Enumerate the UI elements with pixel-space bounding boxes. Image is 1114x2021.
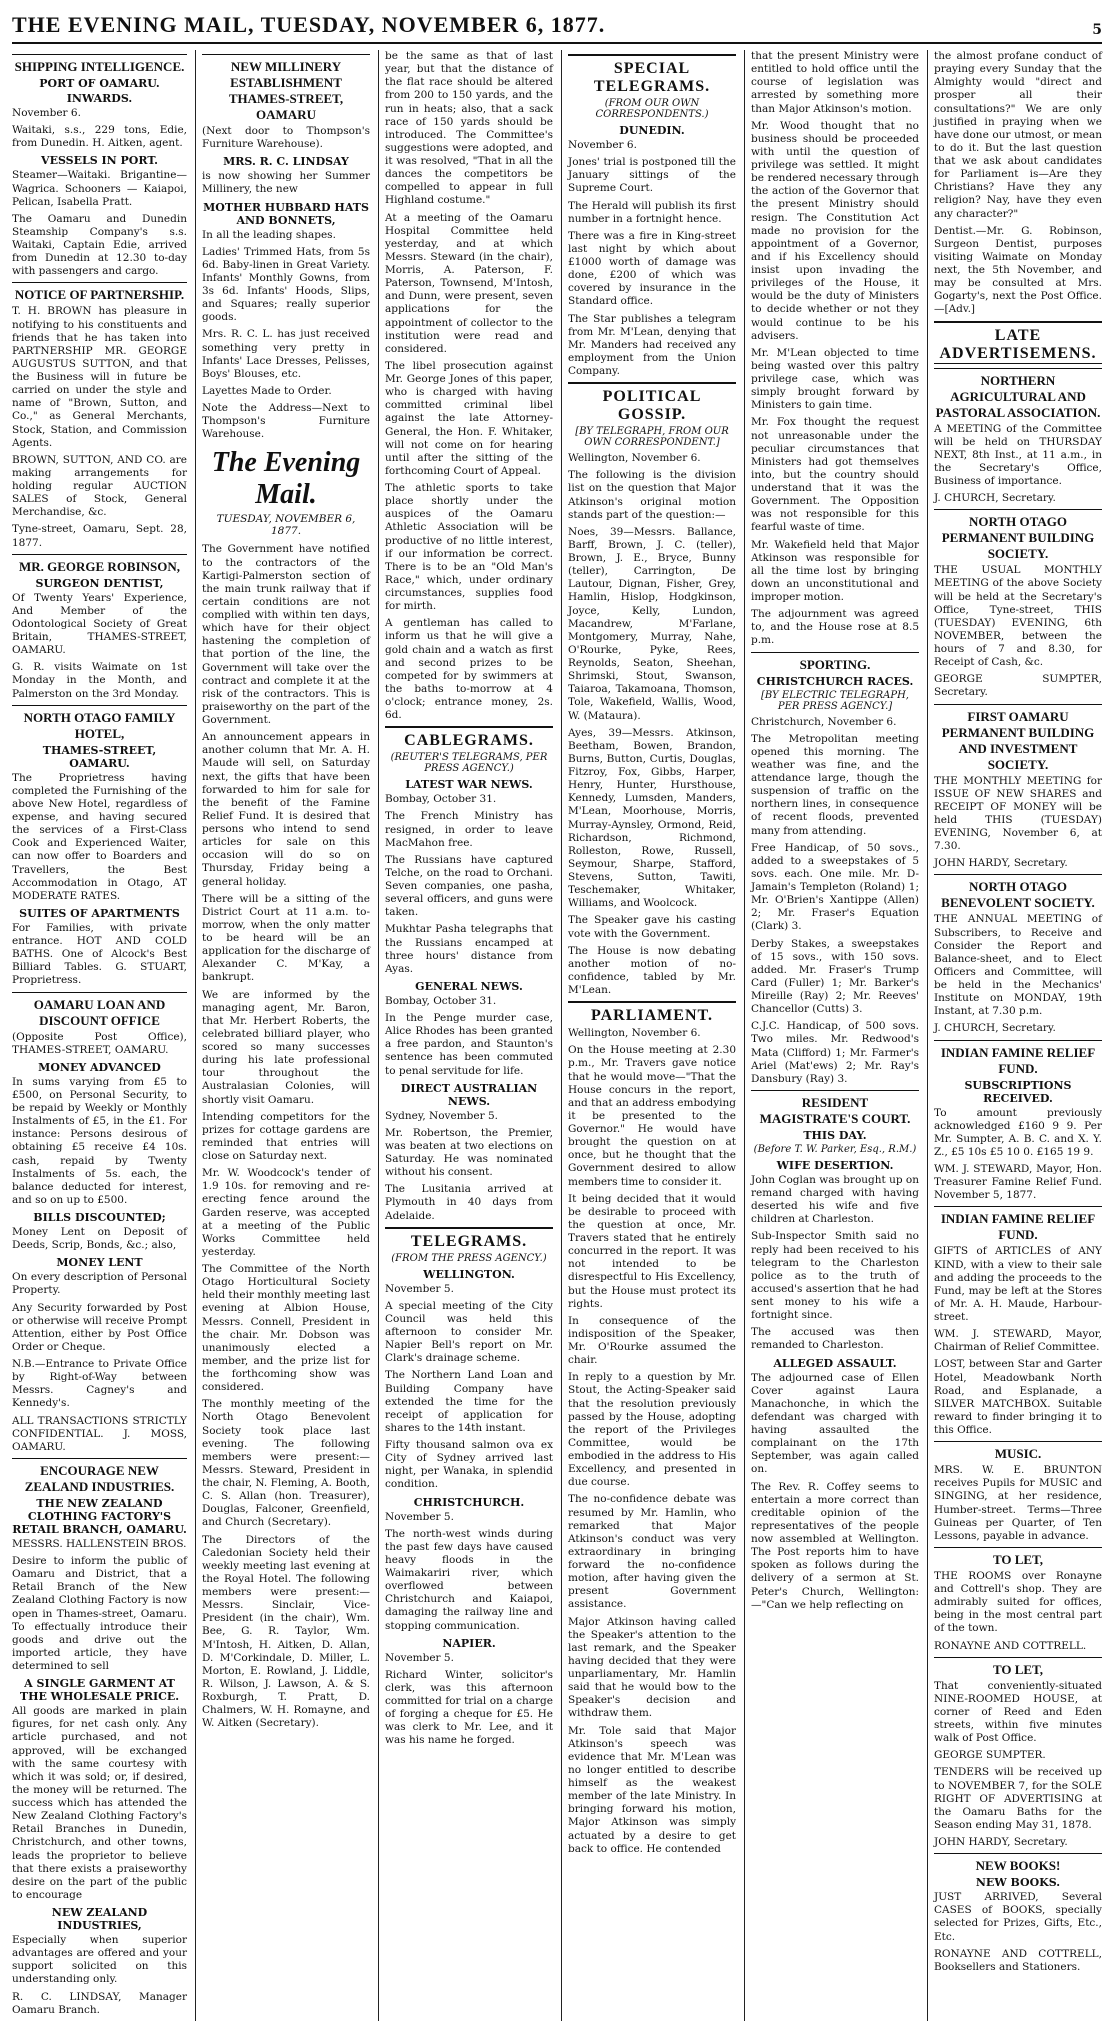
section-heading: LATE ADVERTISEMENS. <box>934 321 1102 364</box>
subheading: VESSELS IN PORT. <box>41 154 158 168</box>
paragraph: Any Security forwarded by Post or otherwise will receive Prompt Attention, either by Post Office Order or Cheque. <box>12 1301 187 1353</box>
paragraph: A MEETING of the Committee will be held on THURSDAY NEXT, 8th Inst., at 11 a.m., in the Secretary's Office, Business of importance. <box>934 422 1102 487</box>
paragraph: At a meeting of the Oamaru Hospital Committee held yesterday, and at which Messrs. Steward (in the chair), Morris, A. Paterson, F. Paterson, Townsend, M'Intosh, and Dunn, were present, seven applications for the appointment of collector to the institution were read and considered. <box>385 211 553 355</box>
paragraph: November 5. <box>385 1651 454 1664</box>
paragraph: (Opposite Post Office), THAMES-STREET, OAMARU. <box>12 1030 187 1056</box>
paragraph: (Next door to Thompson's Furniture Warehouse). <box>202 125 370 151</box>
paragraph: Richard Winter, solicitor's clerk, was this afternoon committed for trial on a charge of forging a cheque for £5. He was clerk to Mr. Lee, and it was his name he forged. <box>385 1668 553 1747</box>
paragraph: Mr. Wakefield held that Major Atkinson was responsible for all the time lost by bringing down an unconstitutional and improper motion. <box>751 538 919 603</box>
subheading: [BY ELECTRIC TELEGRAPH, PER PRESS AGENCY.] <box>760 689 909 712</box>
subheading: GENERAL NEWS. <box>415 979 523 993</box>
paragraph: GIFTS of ARTICLES of ANY KIND, with a view to their sale and adding the proceeds to the Fund, may be left at the Stores of Mr. A. H. Maude, Harbour-street. <box>934 1245 1102 1323</box>
section-heading: SPORTING. <box>751 652 919 673</box>
subheading: SUITES OF APARTMENTS <box>19 906 180 920</box>
paragraph: The Government have notified to the contractors of the Kartigi-Palmerston section of the main trunk railway that if certain conditions are not complied with within ten days, which have for their object hastening the completion of that portion of the line, the Government will take over the contract and complete it at the risk of the contractors. This is praiseworthy on the part of the Government. <box>202 543 370 726</box>
paragraph: Desire to inform the public of Oamaru and District, that a Retail Branch of the New Zealand Clothing Factory is now open in Thames-street, Oamaru. To effectually introduce their goods and drive out the imported article, they have determined to sell <box>12 1555 187 1672</box>
subheading: THAMES-STREET, OAMARU. <box>42 743 157 770</box>
subheading: SURGEON DENTIST, <box>35 576 164 590</box>
paragraph: All goods are marked in plain figures, for net cash only. Any article purchased, and not approved, will be exchanged with the same courtesy with which it was sold; or, if desired, the money will be returned. The success which has attended the New Zealand Clothing Factory's Retail Branches in Dunedin, Christchurch, and other towns, leads the proprietor to believe that there exists a praiseworthy desire on the part of the public to encourage <box>12 1705 187 1901</box>
paragraph: Major Atkinson having called the Speaker's attention to the last remark, and the Speaker having decided that they were unparliamentary, Mr. Hamlin said that he would bow to the Speaker's decision and withdraw them. <box>568 1615 736 1720</box>
section-heading: NORTH OTAGO PERMANENT BUILDING SOCIETY. <box>934 509 1102 562</box>
paragraph: In the Penge murder case, Alice Rhodes has been granted a free pardon, and Staunton's sentence has been commuted to penal servitude for life. <box>385 1012 553 1077</box>
column-3 <box>378 50 553 2021</box>
subheading: BILLS DISCOUNTED; <box>33 1211 166 1224</box>
paragraph: R. C. LINDSAY, Manager Oamaru Branch. <box>12 1990 187 2016</box>
page-number: 5 <box>1092 22 1102 38</box>
paragraph: The accused was then remanded to Charleston. <box>751 1326 919 1352</box>
paragraph: A gentleman has called to inform us that he will give a gold chain and a watch as first and second prizes to be competed for by swimmers at the baths to-morrow at 4 o'clock; entrance money, 2s. 6d. <box>385 617 553 722</box>
subheading: [BY TELEGRAPH, FROM OUR OWN CORRESPONDENT.] <box>575 426 729 449</box>
paragraph: THE USUAL MONTHLY MEETING of the above Society will be held at the Secretary's Office, Tyne-street, THIS (TUESDAY) EVENING, 6th NOVEMBER, between the hours of 7 and 8.30, for Receipt of Cash, &c. <box>934 564 1102 669</box>
paragraph: Steamer—Waitaki. Brigantine—Wagrica. Schooners — Kaiapoi, Pelican, Isabella Pratt. <box>12 169 187 208</box>
paragraph: There will be a sitting of the District Court at 11 a.m. to-morrow, when the only matter to be heard will be an application for the discharge of Alexander C. M'Kay, a bankrupt. <box>202 892 370 984</box>
paragraph: The no-confidence debate was resumed by Mr. Hamlin, who remarked that Major Atkinson's conduct was very extraordinary in bringing forward the no-confidence motion, after having given the present Government assistance. <box>568 1493 736 1611</box>
paragraph: JOHN HARDY, Secretary. <box>934 1836 1068 1848</box>
paragraph: The Rev. R. Coffey seems to entertain a more correct than creditable opinion of the representatives of the people now assembled at Wellington. The Post reports him to have spoken as follows during the delivery of a sermon at St. Peter's Church, Wellington:—"Can we help reflecting on <box>751 1480 919 1611</box>
paragraph: Wellington, November 6. <box>568 452 701 465</box>
paragraph: Derby Stakes, a sweepstakes of 15 sovs., with 150 sovs. added. Mr. Fraser's Trump Card (Fuller) 1; Mr. Barker's Mireille (Ray) 2; Mr. Reeves' Chancellor (Cutts) 3. <box>751 937 919 1016</box>
paragraph: TENDERS will be received up to NOVEMBER 7, for the SOLE RIGHT OF ADVERTISING at the Oamaru Baths for the Season ending May 31, 1878. <box>934 1766 1102 1831</box>
paragraph: That conveniently-situated NINE-ROOMED HOUSE, at corner of Reed and Eden streets, within five minutes walk of Post Office. <box>934 1679 1102 1745</box>
section-heading: OAMARU LOAN AND DISCOUNT OFFICE <box>12 992 187 1029</box>
paragraph: that the present Ministry were entitled to hold office until the course of legislation was arrested by something more than Major Atkinson's motion. <box>751 50 919 115</box>
paragraph: The Northern Land Loan and Building Company have extended the time for the receipt of application for shares to the 14th instant. <box>385 1369 553 1434</box>
paragraph: WM. J. STEWARD, Mayor, Chairman of Relief Committee. <box>934 1328 1102 1354</box>
paragraph: Intending competitors for the prizes for cottage gardens are reminded that entries will close on Saturday next. <box>202 1110 370 1162</box>
paragraph: The Herald will publish its first number in a fortnight hence. <box>568 199 736 225</box>
paragraph: LOST, between Star and Garter Hotel, Meadowbank North Road, and Esplanade, a SILVER MATCHBOX. Suitable reward to finder bringing it to this Office. <box>934 1358 1102 1436</box>
paragraph: Mr. W. Woodcock's tender of 1.9 10s. for removing and re-erecting fence around the Garden reserve, was accepted at a meeting of the Public Works Committee held yesterday. <box>202 1167 370 1258</box>
paragraph: is now showing her Summer Millinery, the new <box>202 170 370 196</box>
section-heading: RESIDENT MAGISTRATE'S COURT. <box>751 1090 919 1127</box>
paragraph: November 6. <box>568 139 637 151</box>
section-heading: NORTH OTAGO FAMILY HOTEL, <box>12 705 187 742</box>
column-1 <box>12 50 187 2021</box>
section-heading: NEW MILLINERY ESTABLISHMENT THAMES-STREET, OAMARU <box>202 54 370 123</box>
subheading: NEW BOOKS. <box>975 1876 1061 1890</box>
paragraph: J. CHURCH, Secretary. <box>934 492 1056 505</box>
paragraph: Noes, 39—Messrs. Ballance, Barff, Brown, J. C. (teller), Brown, J. E., Bryce, Bunny (teller), Carrington, De Lautour, Dignan, Fisher, Grey, Hamlin, Hislop, Hodgkinson, Joyce, Kelly, Lundon, Macandrew, M'Farlane, Montgomery, Murray, Nahe, O'Rourke, Pyke, Rees, Reynolds, Seaton, Sheehan, Shrimski, Stout, Swanson, Taiaroa, Takamoana, Thomson, Tole, Wakefield, Wallis, Wood, W. (Mataura). <box>568 525 736 722</box>
paragraph: C.J.C. Handicap, of 500 sovs. Two miles. Mr. Redwood's Mata (Clifford) 1; Mr. Farmer's Ariel (Mat'ews) 2; Mr. Ray's Dansbury (Ray) 3. <box>751 1020 919 1085</box>
paragraph: THE ANNUAL MEETING of Subscribers, to Receive and Consider the Report and Balance-sheet, and to Elect Officers and Committee, will be held in the Mechanics' Institute on MONDAY, 19th Instant, at 7.30 p.m. <box>934 913 1102 1018</box>
section-heading: MUSIC. <box>934 1441 1102 1462</box>
section-heading: SPECIAL TELEGRAMS. <box>568 54 736 96</box>
subheading: THIS DAY. <box>803 1128 867 1142</box>
subheading: PORT OF OAMARU. <box>39 77 160 90</box>
paragraph: Sub-Inspector Smith said no reply had been received to his telegram to the Charleston police as to the truth of accused's assertion that he had sent money to his wife a fortnight since. <box>751 1230 919 1322</box>
paragraph: THE ROOMS over Ronayne and Cottrell's shop. They are admirably suited for offices, being in the most central part of the town. <box>934 1569 1102 1635</box>
paragraph: The House is now debating another motion of no-confidence, tabled by Mr. M'Lean. <box>568 944 736 996</box>
paragraph: Mr. Wood thought that no business should be proceeded with until the question of privilege was settled. It might be rendered necessary through the action of the Governor that the present Ministry should resign. The Constitution Act made no provision for the appointment of a Governor, and if his Excellency should insist upon invading the privileges of the House, it would be the duty of Ministers to decide whether or not they would continue to be his advisers. <box>751 119 919 342</box>
paragraph: The Oamaru and Dunedin Steamship Company's s.s. Waitaki, Captain Edie, arrived from Dunedin at 12.30 to-day with passengers and cargo. <box>12 212 187 278</box>
section-heading: PARLIAMENT. <box>568 1001 736 1025</box>
paragraph: Christchurch, November 6. <box>751 715 897 728</box>
subheading: NEW ZEALAND INDUSTRIES, <box>51 1906 148 1932</box>
paragraph: G. R. visits Waimate on 1st Monday in the Month, and Palmerston on the 3rd Monday. <box>12 661 187 700</box>
subheading: THE NEW ZEALAND CLOTHING FACTORY'S RETAIL BRANCH, OAMARU. <box>12 1496 187 1536</box>
paragraph: Mr. M'Lean objected to time being wasted over this paltry privilege case, which was simply brought forward by Ministers to gain time. <box>751 346 919 412</box>
paragraph: WM. J. STEWARD, Mayor, Hon. Treasurer Famine Relief Fund. November 5, 1877. <box>934 1163 1102 1202</box>
paragraph: A special meeting of the City Council was held this afternoon to consider Mr. Napier Bell's report on Mr. Clark's drainage scheme. <box>385 1299 553 1365</box>
paragraph: Wellington, November 6. <box>568 1027 701 1040</box>
paragraph: The Lusitania arrived at Plymouth in 40 days from Adelaide. <box>385 1183 553 1222</box>
section-heading: NORTH OTAGO BENEVOLENT SOCIETY. <box>934 874 1102 911</box>
paragraph: Ayes, 39—Messrs. Atkinson, Beetham, Bowen, Brandon, Burns, Button, Curtis, Douglas, Fitzroy, Fox, Gibbs, Harper, Henry, Hunter, Hursthouse, Kennedy, Lumsden, Manders, M'Lean, Moorhouse, Morris, Murray-Aynsley, Ormond, Reid, Richardson, Richmond, Rolleston, Rowe, Russell, Seymour, Sharpe, Stafford, Stevens, Sutton, Tawiti, Teschemaker, Whitaker, Williams, and Woolcock. <box>568 726 736 910</box>
paragraph: ALL TRANSACTIONS STRICTLY CONFIDENTIAL. J. MOSS, OAMARU. <box>12 1414 187 1453</box>
subheading: MONEY ADVANCED <box>38 1060 161 1074</box>
paragraph: Mr. Fox thought the request not unreasonable under the peculiar circumstances that Ministers had got themselves into, but the country should understand that it was the Government. The Opposition was not responsible for this fearful waste of time. <box>751 416 919 534</box>
section-heading: TO LET, <box>934 1657 1102 1678</box>
subheading: DUNEDIN. <box>619 124 685 137</box>
paragraph: An announcement appears in another column that Mr. A. H. Maude will sell, on Saturday next, the gifts that have been forwarded to him for sale for the benefit of the Famine Relief Fund. It is desired that persons who intend to send articles for sale on this occasion will do so on Thursday, Friday being a general holiday. <box>202 731 370 888</box>
paragraph: The Directors of the Caledonian Society held their weekly meeting last evening at the Royal Hotel. The following members were present:—Messrs. Sinclair, Vice-President (in the chair), Wm. Bee, G. R. Taylor, Wm. M'Intosh, H. Aitken, D. Allan, D. M'Corkindale, D. Miller, L. Morton, E. Rowland, J. Liddle, R. Wilson, J. Lawson, A. & S. Roxburgh, T. Pratt, D. Chalmers, W. H. Romayne, and W. Aitken (Secretary). <box>202 1533 370 1730</box>
paragraph: MESSRS. HALLENSTEIN BROS. <box>12 1537 187 1550</box>
paragraph: Bombay, October 31. <box>385 994 497 1007</box>
paragraph: T. H. BROWN has pleasure in notifying to his constituents and friends that he has taken into PARTNERSHIP MR. GEORGE AUGUSTUS SUTTON, and that the Business will in future be carried on under the style and name of "Brown, Sutton, and Co.," as General Merchants, Stock, Station, and Commission Agents. <box>12 305 187 449</box>
paragraph: Ladies' Trimmed Hats, from 5s 6d. Baby-linen in Great Variety. Infants' Monthly Gowns, from 3s 6d. Infants' Hoods, Slips, and Squares; really superior goods. <box>202 245 370 324</box>
subheading: MONEY LENT <box>56 1256 143 1270</box>
paragraph: the almost profane conduct of praying every Sunday that the Almighty would "direct and prosper all their consultations?" We are only justified in praying when we have done our utmost, or mean to do it. But the last question that we ask about candidates for Parliament is—Are they Christians? Have they any religion? Nay, have they even any character?" <box>934 50 1102 220</box>
paragraph: To amount previously acknowledged £160 9 9. Per Mr. Sumpter, A. B. C. and X. Y. Z., £5 10s £5 10 0. £165 19 9. <box>934 1106 1102 1158</box>
subheading: CHRISTCHURCH RACES. <box>756 674 914 688</box>
paragraph: Mukhtar Pasha telegraphs that the Russians encamped at three hours' distance from Ayas. <box>385 923 553 975</box>
paragraph: be the same as that of last year, but that the distance of the flat race should be altered from 200 to 150 yards, and the run in heats; also, that a sack race of 150 yards should be introduced. The Committee's suggestions were adopted, and it was resolved, "That in all the dances the competitors be compelled to appear in full Highland costume." <box>385 50 553 207</box>
columns <box>12 50 1102 2016</box>
dateline: TUESDAY, NOVEMBER 6, 1877. <box>216 513 356 538</box>
subheading: A SINGLE GARMENT AT THE WHOLESALE PRICE. <box>19 1677 180 1704</box>
subheading: DIRECT AUSTRALIAN NEWS. <box>400 1081 538 1108</box>
paragraph: In reply to a question by Mr. Stout, the Acting-Speaker said that the resolution previously passed by the House, adopting the report of the Privileges Committee, would be embodied in the address to His Excellency, and presented in due course. <box>568 1371 736 1489</box>
subheading: INWARDS. <box>66 92 133 105</box>
paragraph: RONAYNE AND COTTRELL. <box>934 1639 1087 1652</box>
paragraph: The following is the division list on the question that Major Atkinson's original motion stands part of the question:— <box>568 469 736 521</box>
paragraph: In consequence of the indisposition of the Speaker, Mr. O'Rourke assumed the chair. <box>568 1314 736 1367</box>
paragraph: Note the Address—Next to Thompson's Furniture Warehouse. <box>202 402 370 441</box>
subheading: LATEST WAR NEWS. <box>405 778 533 792</box>
section-heading: TO LET, <box>934 1547 1102 1568</box>
section-heading: MR. GEORGE ROBINSON, <box>12 554 187 575</box>
paragraph: The monthly meeting of the North Otago Benevolent Society took place last evening. The following members were present:— Messrs. Steward, President in the chair, N. Fleming, A. Booth, C. S. Allan (hon. Treasurer), Douglas, Falconer, Greenfield, and Church (Secretary). <box>202 1398 370 1529</box>
subheading: (Before T. W. Parker, Esq., R.M.) <box>753 1143 917 1155</box>
paragraph: Money Lent on Deposit of Deeds, Scrip, Bonds, &c.; also, <box>12 1226 187 1252</box>
subheading: MOTHER HUBBARD HATS AND BONNETS, <box>203 200 369 227</box>
paragraph: Layettes Made to Order. <box>202 384 332 397</box>
section-heading: SHIPPING INTELLIGENCE. <box>12 54 187 75</box>
paragraph: The French Ministry has resigned, in order to leave MacMahon free. <box>385 810 553 849</box>
paper-title: The Evening Mail. <box>211 447 361 511</box>
paragraph: There was a fire in King-street last night by which about £1000 worth of damage was done, £200 of which was covered by insurance in the Standard office. <box>568 229 736 308</box>
paragraph: In all the leading shapes. <box>202 228 336 241</box>
paragraph: Especially when superior advantages are offered and your support solicited on this understanding only. <box>12 1934 187 1986</box>
subheading: WIFE DESERTION. <box>776 1158 894 1172</box>
paragraph: J. CHURCH, Secretary. <box>934 1022 1056 1035</box>
masthead <box>12 10 1102 44</box>
paragraph: N.B.—Entrance to Private Office by Right-of-Way between Messrs. Cagney's and Kennedy's. <box>12 1358 187 1410</box>
paragraph: John Coglan was brought up on remand charged with having deserted his wife and five children at Charleston. <box>751 1173 919 1226</box>
paragraph: Waitaki, s.s., 229 tons, Edie, from Dunedin. H. Aitken, agent. <box>12 124 187 150</box>
masthead-title: THE EVENING MAIL, TUESDAY, NOVEMBER 6, 1877. <box>12 12 606 37</box>
paragraph: Tyne-street, Oamaru, Sept. 28, 1877. <box>12 523 187 549</box>
paragraph: The adjourned case of Ellen Cover against Laura Manachonche, in which the defendant was charged with having assaulted the complainant on the 17th September, was again called on. <box>751 1371 919 1476</box>
column-6 <box>927 50 1102 2021</box>
section-heading: POLITICAL GOSSIP. <box>568 382 736 424</box>
subheading: (FROM THE PRESS AGENCY.) <box>391 1252 547 1264</box>
paragraph: In sums varying from £5 to £500, on Personal Security, to be repaid by Weekly or Monthly Instalments of £5, in the £1. For instance: Persons desirous of obtaining £5 receive £4 10s. cash, repaid by Twenty Instalments of 5s. each, the balance deducted for interest, and so on up to £500. <box>12 1075 187 1206</box>
subheading: (REUTER'S TELEGRAMS, PER PRESS AGENCY.) <box>390 752 548 775</box>
subheading: SUBSCRIPTIONS RECEIVED. <box>964 1078 1072 1105</box>
paragraph: On every description of Personal Property. <box>12 1271 187 1297</box>
paragraph: Dentist.—Mr. G. Robinson, Surgeon Dentist, purposes visiting Waimate on Monday next, the 5th November, and may be consulted at Mrs. Gogarty's, next the Post Office.—[Adv.] <box>934 224 1102 316</box>
paragraph: MRS. W. E. BRUNTON receives Pupils for MUSIC and SINGING, at her residence, Humber-street. Terms—Three Guineas per Quarter, of Ten Lessons, payable in advance. <box>934 1464 1102 1542</box>
paragraph: Sydney, November 5. <box>385 1109 498 1122</box>
subheading: MRS. R. C. LINDSAY <box>223 155 349 169</box>
paragraph: The Proprietress having completed the Furnishing of the above New Hotel, regardless of expense, and having secured the services of a First-Class Cook and Experienced Waiter, can now offer to Boarders and Travellers, the Best Accommodation in Otago, AT MODERATE RATES. <box>12 771 187 902</box>
paragraph: The Speaker gave his casting vote with the Government. <box>568 914 736 940</box>
paragraph: THE MONTHLY MEETING for ISSUE OF NEW SHARES and RECEIPT OF MONEY will be held THIS (TUESDAY) EVENING, November 6, at 7.30. <box>934 774 1102 853</box>
paragraph: BROWN, SUTTON, AND CO. are making arrangements for holding regular AUCTION SALES of Stock, General Merchandise, &c. <box>12 453 187 519</box>
paragraph: November 6. <box>12 107 81 119</box>
section-heading: INDIAN FAMINE RELIEF FUND. <box>934 1040 1102 1077</box>
paragraph: The Russians have captured Telche, on the road to Orchani. Seven companies, one pasha, several officers, and guns were taken. <box>385 853 553 919</box>
paragraph: We are informed by the managing agent, Mr. Baron, that Mr. Herbert Roberts, the celebrated billiard player, who scored so many successes during his late professional tour throughout the Australasian Colonies, will shortly visit Oamaru. <box>202 988 370 1106</box>
paragraph: The libel prosecution against Mr. George Jones of this paper, who is charged with having committed criminal libel against the late Attorney-General, the Hon. F. Whitaker, will not come on for hearing until after the sitting of the forthcoming Court of Appeal. <box>385 359 553 477</box>
paragraph: GEORGE SUMPTER, Secretary. <box>934 673 1102 699</box>
section-heading: ENCOURAGE NEW ZEALAND INDUSTRIES. <box>12 1458 187 1495</box>
section-heading: CABLEGRAMS. <box>385 726 553 750</box>
paragraph: November 5. <box>385 1510 454 1523</box>
paragraph: Bombay, October 31. <box>385 793 497 806</box>
paragraph: November 5. <box>385 1282 454 1295</box>
section-heading: INDIAN FAMINE RELIEF FUND. <box>934 1206 1102 1243</box>
paragraph: The Star publishes a telegram from Mr. M'Lean, denying that Mr. Manders had received any employment from the Union Company. <box>568 312 736 377</box>
paragraph: Mr. Tole said that Major Atkinson's speech was evidence that Mr. M'Lean was no longer entitled to describe himself as the weakest member of the late Ministry. In bringing forward his motion, Major Atkinson was simply actuated by a desire to get back to office. He contended <box>568 1724 736 1855</box>
column-5 <box>744 50 919 2021</box>
paragraph: Jones' trial is postponed till the January sittings of the Supreme Court. <box>568 156 736 195</box>
section-heading: NEW BOOKS! <box>934 1853 1102 1874</box>
paragraph: The Metropolitan meeting opened this morning. The weather was fine, and the attendance large, though the suspension of traffic on the northern lines, in consequence of recent floods, prevented many from attending. <box>751 732 919 837</box>
section-heading: NORTHERN AGRICULTURAL AND PASTORAL ASSOCIATION. <box>934 368 1102 421</box>
paragraph: Free Handicap, of 50 sovs., added to a sweepstakes of 5 sovs. each. One mile. Mr. D-Jamain's Templeton (Roland) 1; Mr. O'Brien's Xantippe (Allen) 2; Mr. Fraser's Equation (Clark) 3. <box>751 841 919 933</box>
column-4 <box>561 50 736 2021</box>
paragraph: It being decided that it would be desirable to proceed with the question at once, Mr. Travers stated that he entirely concurred in the report. It was not intended to be disrespectful to His Excellency, but the House must protect its rights. <box>568 1192 736 1310</box>
subheading: NAPIER. <box>442 1636 496 1650</box>
paragraph: Of Twenty Years' Experience, And Member of the Odontological Society of Great Britain, THAMES-STREET, OAMARU. <box>12 591 187 657</box>
paragraph: JOHN HARDY, Secretary. <box>934 857 1068 870</box>
section-heading: TELEGRAMS. <box>385 1227 553 1251</box>
paragraph: Mr. Robertson, the Premier, was beaten at two elections on Saturday. He was nominated without his consent. <box>385 1126 553 1179</box>
paragraph: The athletic sports to take place shortly under the auspices of the Oamaru Athletic Association will be productive of no little interest, if our information be correct. There is to be an "Old Man's Race," which, under ordinary circumstances, supplies food for mirth. <box>385 482 553 613</box>
paragraph: GEORGE SUMPTER. <box>934 1749 1046 1762</box>
paragraph: On the House meeting at 2.30 p.m., Mr. Travers gave notice that he would move—"That the House concurs in the report, and that an address embodying it be presented to the Governor." He would have brought the question on at once, but he thought that the Government desired to allow members time to consider it. <box>568 1044 736 1188</box>
subheading: CHRISTCHURCH. <box>413 1495 525 1509</box>
paragraph: JUST ARRIVED, Several CASES of BOOKS, specially selected for Prizes, Gifts, Etc., Etc. <box>934 1891 1102 1943</box>
subheading: WELLINGTON. <box>423 1267 515 1281</box>
paragraph: Fifty thousand salmon ova ex City of Sydney arrived last night, per Wanaka, in splendid condition. <box>385 1439 553 1491</box>
section-heading: NOTICE OF PARTNERSHIP. <box>12 282 187 303</box>
paragraph: Mrs. R. C. L. has just received something very pretty in Infants' Lace Dresses, Pelisses, Boys' Blouses, etc. <box>202 328 370 380</box>
paragraph: For Families, with private entrance. HOT AND COLD BATHS. One of Alcock's Best Billiard Tables. G. STUART, Proprietress. <box>12 921 187 987</box>
column-2 <box>195 50 370 2021</box>
paragraph: RONAYNE AND COTTRELL, Booksellers and Stationers. <box>934 1947 1102 1973</box>
paragraph: The north-west winds during the past few days have caused heavy floods in the Waimakariri river, which overflowed between Christchurch and Kaiapoi, damaging the railway line and stopping communication. <box>385 1527 553 1632</box>
subheading: (FROM OUR OWN CORRESPONDENTS.) <box>595 98 709 120</box>
paragraph: The adjournment was agreed to, and the House rose at 8.5 p.m. <box>751 608 919 647</box>
paragraph: The Committee of the North Otago Horticultural Society held their monthly meeting last evening at Albion House, Messrs. Connell, President in the chair. Mr. Dobson was unanimously elected a member, and the prize list for the forthcoming show was considered. <box>202 1263 370 1394</box>
subheading: ALLEGED ASSAULT. <box>773 1356 897 1370</box>
section-heading: FIRST OAMARU PERMANENT BUILDING AND INVESTMENT SOCIETY. <box>934 704 1102 773</box>
